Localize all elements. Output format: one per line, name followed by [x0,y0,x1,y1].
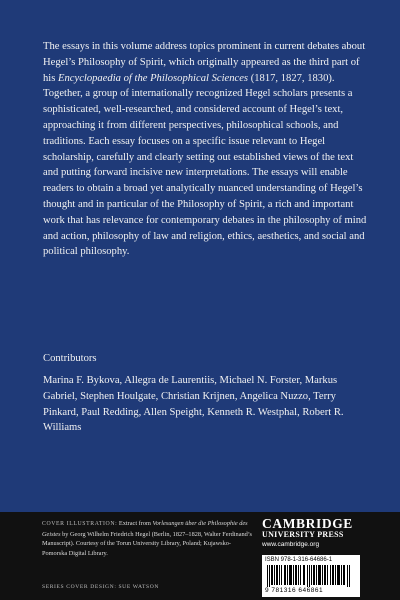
series-design-label: SERIES COVER DESIGN: [42,584,117,590]
blurb-text-2: (1817, 1827, 1830). Together, a group of internationally recognized Hegel scholars presents a sophisticated, well-researched, and considered account of Hegel’s text, approaching it from different perspectives, philosophical schools, and traditions. Each essay focuses on a specific issue relevant to Hegel scholarship, carefully and clearly setting out established views of the text and putting forward incisive new interpretations. The essays will enable readers to obtain a broad yet analytically nuanced understanding of Hegel’s thought and in particular of the Philosophy of Spirit, a rich and important work that has relevance for contemporary debates in the philosophy of mind and action, philosophy of law and religion, ethics, aesthetics, and social and political philosophy. [43,72,367,258]
credit-work-title: Vorlesungen über die Philosophie des Geistes [42,520,248,538]
cover-illustration-label: COVER ILLUSTRATION: [42,521,118,527]
publisher-logo [262,517,362,549]
blurb-paragraph [43,39,369,260]
series-cover-design [42,584,159,590]
barcode-digits: 9 781316 646861 [265,587,324,594]
publisher-name-line2: UNIVERSITY PRESS [262,530,344,539]
contributors-list: Marina F. Bykova, Allegra de Laurentiis, Michael N. Forster, Markus Gabriel, Stephen Houlgate, Christian Krijnen, Angelica Nuzzo, Terry Pinkard, Paul Redding, Allen Speight, Kenneth R. Westphal, Robert R. Williams [43,375,344,434]
series-designer-name: SUE WATSON [118,584,160,590]
credit-text-2: by Georg Wilhelm Friedrich Hegel (Berlin, 1827–1828, Walter Ferdinand’s Manuscript). Courtesy of the Torun University Library, Poland; Kujawsko-Pomorska Digital Library. [42,530,252,557]
cover-illustration-credit [42,519,252,558]
publisher-name-line1: CAMBRIDGE [262,516,353,531]
publisher-url: www.cambridge.org [262,541,320,548]
contributors-heading: Contributors [43,353,97,364]
barcode-icon [265,565,357,587]
isbn-barcode-box [262,555,360,597]
book-title-italic: Encyclopaedia of the Philosophical Sciences [58,72,249,84]
credit-text-1: Extract from [117,520,153,527]
blurb-text-1: The essays in this volume address topics prominent in current debates about Hegel’s Philosophy of Spirit, which originally appeared as the third part of his [43,41,366,84]
isbn-text: ISBN 978-1-316-64686-1 [265,557,333,563]
